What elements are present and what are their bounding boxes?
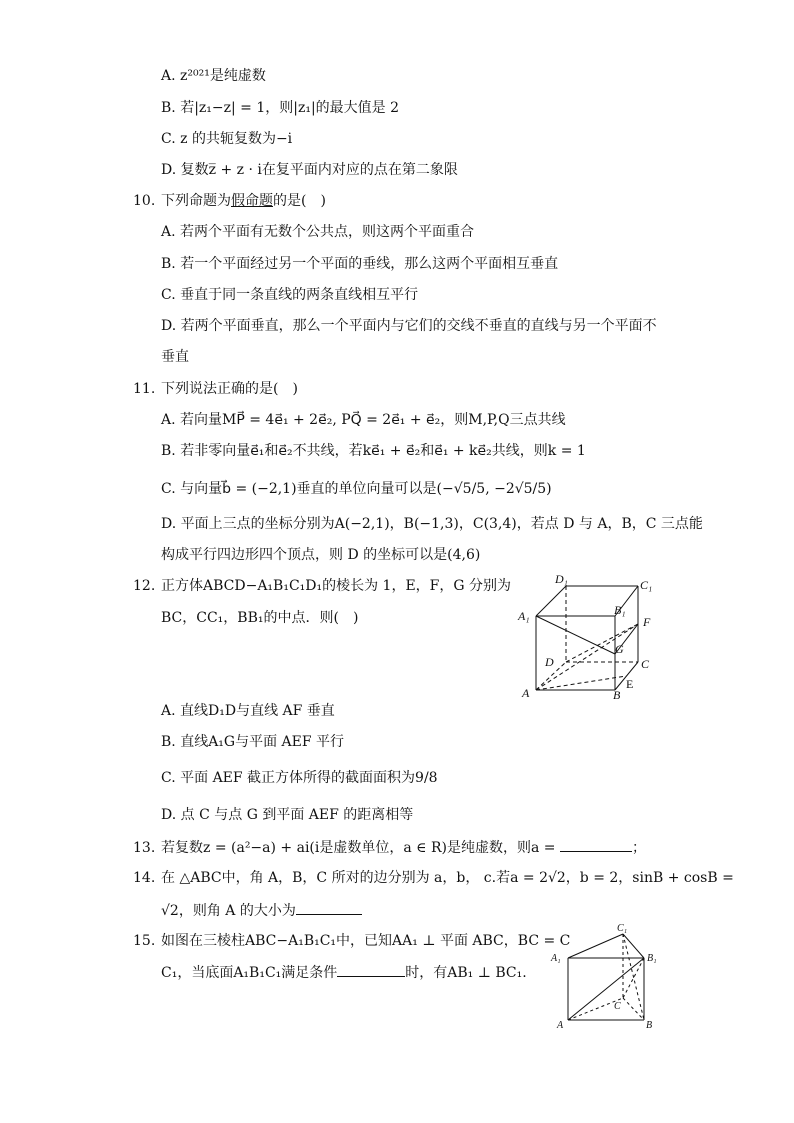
label-f: F	[643, 615, 651, 629]
q10-option-a: A. 若两个平面有无数个公共点，则这两个平面重合	[161, 224, 475, 240]
q11-stem: 11. 下列说法正确的是( )	[133, 381, 298, 397]
label-g: G	[615, 642, 624, 656]
q14-stem: 14. 在 △ABC中，角 A，B，C 所对的边分别为 a，b， c.若a = 2√2，b = 2，sinB + cosB =	[133, 870, 734, 886]
q12-number: 12.	[133, 578, 156, 594]
prism-label-c: C	[614, 1001, 621, 1012]
q11-option-a: A. 若向量MP⃗ = 4e⃗₁ + 2e⃗₂, PQ⃗ = 2e⃗₁ + e⃗₂，则M,P,Q三点共线	[161, 412, 566, 428]
label-e: E	[626, 677, 634, 691]
label-a1: A₁	[518, 609, 530, 623]
prism-label-b: B	[646, 1020, 653, 1031]
prism-label-b1: B₁	[647, 953, 657, 964]
q12-option-c: C. 平面 AEF 截正方体所得的截面面积为9/8	[161, 770, 438, 786]
q13-stem: 13. 若复数z = (a²−a) + ai(i是虚数单位，a ∈ R)是纯虚数，则a = ；	[133, 837, 646, 858]
q13-answer-blank[interactable]	[560, 837, 632, 852]
q12-stem: 12. 正方体ABCD−A₁B₁C₁D₁的棱长为 1，E，F，G 分别为	[133, 578, 512, 594]
q10-stem: 10. 下列命题为假命题的是( )	[133, 193, 326, 209]
q10-underlined: 假命题	[231, 193, 273, 209]
q10-option-b: B. 若一个平面经过另一个平面的垂线，那么这两个平面相互垂直	[161, 256, 559, 272]
q13-number: 13.	[133, 840, 156, 856]
q12-stem-cont: BC，CC₁，BB₁的中点．则( )	[161, 610, 359, 626]
q10-option-d: D. 若两个平面垂直，那么一个平面内与它们的交线不垂直的直线与另一个平面不	[161, 318, 657, 334]
q14-answer-blank[interactable]	[296, 900, 362, 915]
q15-number: 15.	[133, 933, 156, 949]
label-c: C	[641, 657, 650, 671]
label-a: A	[522, 686, 530, 700]
q11-option-d-cont: 构成平行四边形四个顶点，则 D 的坐标可以是(4,6)	[161, 547, 481, 563]
q15-stem: 15. 如图在三棱柱ABC−A₁B₁C₁中，已知AA₁ ⊥ 平面 ABC，BC = C	[133, 933, 571, 949]
q10-option-c: C. 垂直于同一条直线的两条直线相互平行	[161, 287, 419, 303]
prism-label-a1: A₁	[551, 953, 561, 964]
q12-option-d: D. 点 C 与点 G 到平面 AEF 的距离相等	[161, 807, 414, 823]
cube-figure	[510, 570, 660, 705]
label-c1: C₁	[640, 578, 653, 592]
label-b1: B₁	[614, 603, 626, 617]
q14-number: 14.	[133, 870, 156, 886]
prism-label-c1: C₁	[617, 923, 628, 934]
q10-option-d-cont: 垂直	[161, 349, 189, 365]
q9-option-b: B. 若|z₁−z| = 1，则|z₁|的最大值是 2	[161, 100, 400, 116]
label-b: B	[613, 688, 621, 702]
q15-stem-cont: C₁，当底面A₁B₁C₁满足条件 时，有AB₁ ⊥ BC₁.	[161, 962, 527, 983]
q12-option-a: A. 直线D₁D与直线 AF 垂直	[161, 703, 335, 719]
q11-option-b: B. 若非零向量e⃗₁和e⃗₂不共线，若ke⃗₁ + e⃗₂和e⃗₁ + ke⃗₂共线，则k = 1	[161, 443, 586, 459]
q9-option-d: D. 复数z̅ + z · i在复平面内对应的点在第二象限	[161, 162, 458, 178]
q11-option-c: C. 与向量b⃗ = (−2,1)垂直的单位向量可以是(−√5/5, −2√5/5)	[161, 481, 552, 497]
label-d: D	[545, 655, 554, 669]
q10-number: 10.	[133, 193, 156, 209]
q9-option-c: C. z 的共轭复数为−i	[161, 131, 293, 147]
q11-option-d: D. 平面上三点的坐标分别为A(−2,1)，B(−1,3)，C(3,4)，若点 D 与 A，B，C 三点能	[161, 516, 703, 532]
q9-option-a: A. z²⁰²¹是纯虚数	[161, 68, 266, 84]
prism-figure	[548, 918, 668, 1033]
q15-answer-blank[interactable]	[337, 962, 405, 977]
label-d1: D₁	[555, 572, 568, 586]
q11-number: 11.	[133, 381, 156, 397]
q12-option-b: B. 直线A₁G与平面 AEF 平行	[161, 734, 345, 750]
q14-stem-cont: √2，则角 A 的大小为	[161, 900, 362, 921]
prism-label-a: A	[557, 1020, 564, 1031]
